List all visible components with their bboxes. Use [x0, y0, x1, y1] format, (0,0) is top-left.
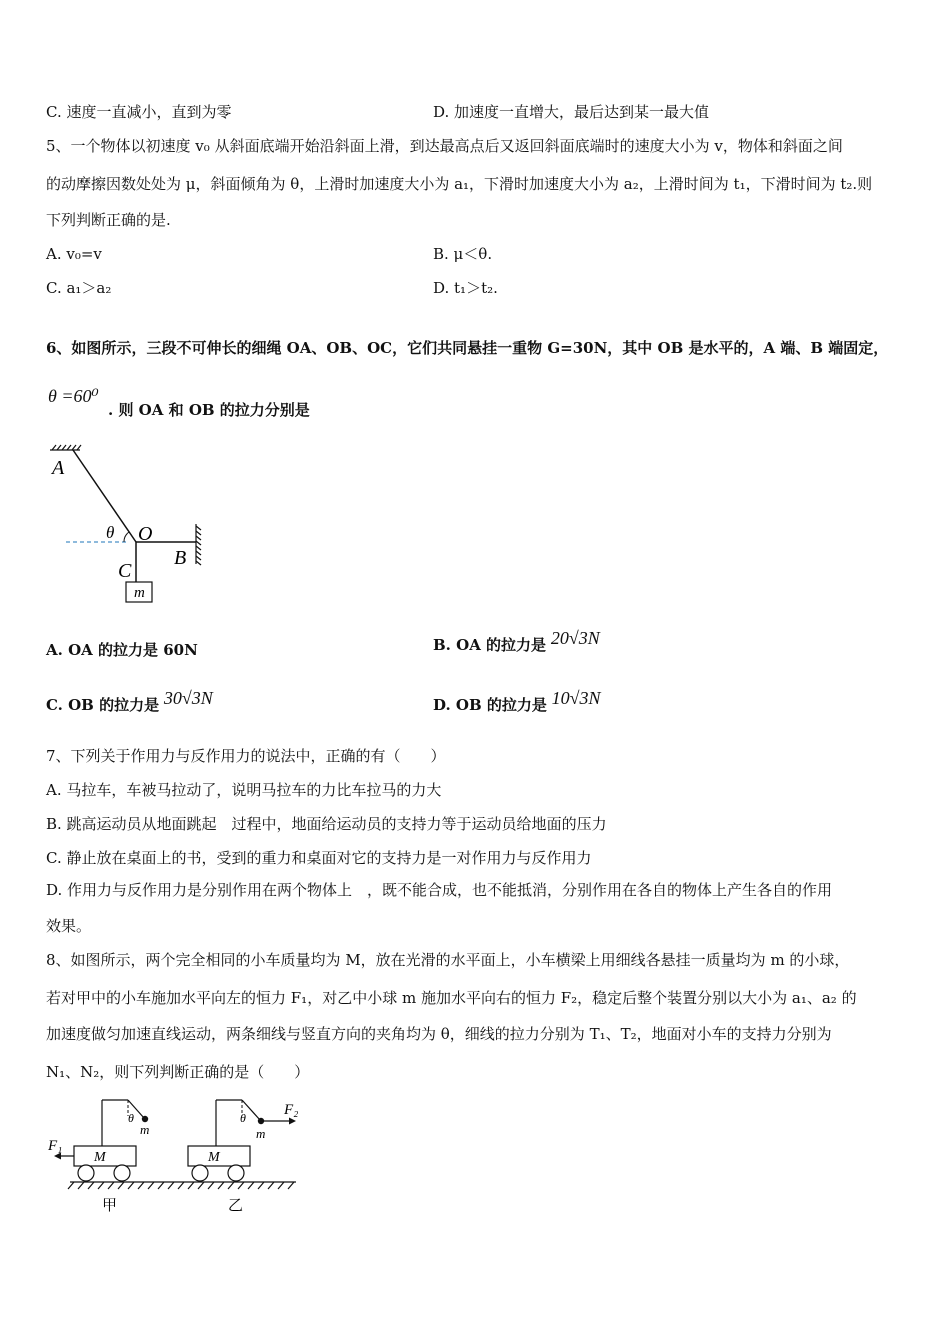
label-big-m-yi: M — [208, 1150, 220, 1165]
theta-arc — [124, 532, 129, 542]
q6-stem-line2: . 则 OA 和 OB 的拉力分别是 — [108, 401, 310, 419]
q6-rope-figure — [40, 442, 220, 610]
label-big-m-jia: M — [94, 1150, 106, 1165]
label-m-yi: m — [256, 1126, 266, 1141]
q5-stem-line2: 的动摩擦因数处处为 μ，斜面倾角为 θ，上滑时加速度大小为 a₁，下滑时加速度大小为 a₂，上滑时间为 t₁，下滑时间为 t₂.则 — [46, 175, 873, 193]
q8-stem-line3: 加速度做匀加速直线运动，两条细线与竖直方向的夹角均为 θ，细线的拉力分别为 T₁、T₂，地面对小车的支持力分别为 — [46, 1025, 832, 1043]
q5-stem-line3: 下列判断正确的是. — [46, 211, 171, 229]
q6-theta-expression: θ =60⁰ — [48, 386, 99, 406]
label-f2: F₂ — [284, 1102, 299, 1118]
q7-option-b: B. 跳高运动员从地面跳起 过程中，地面给运动员的支持力等于运动员给地面的压力 — [46, 815, 607, 833]
label-mass: m — [134, 585, 145, 601]
q5-option-b: B. μ＜θ. — [433, 245, 493, 263]
q8-stem-line1: 8、如图所示，两个完全相同的小车质量均为 M，放在光滑的水平面上，小车横梁上用细线各悬挂一质量均为 m 的小球， — [46, 951, 850, 969]
q6-option-d: D. OB 的拉力是 10√3N — [433, 688, 601, 714]
label-m-jia: m — [140, 1122, 150, 1137]
q7-stem: 7、下列关于作用力与反作用力的说法中，正确的有（ ） — [46, 747, 446, 765]
q6-option-a: A. OA 的拉力是 60N — [46, 641, 198, 659]
label-theta-jia: θ — [128, 1111, 134, 1125]
q7-option-d-line1: D. 作用力与反作用力是分别作用在两个物体上 ，既不能合成，也不能抵消，分别作用在各自的物体上产生各自的作用 — [46, 881, 833, 899]
label-jia: 甲 — [102, 1198, 118, 1214]
label-f1: F₁ — [48, 1138, 63, 1154]
label-b: B — [174, 547, 187, 569]
q8-stem-line4: N₁、N₂，则下列判断正确的是（ ） — [46, 1063, 310, 1081]
q5-stem-line1: 5、一个物体以初速度 v₀ 从斜面底端开始沿斜面上滑，到达最高点后又返回斜面底端时的速度大小为 v，物体和斜面之间 — [46, 137, 843, 155]
label-o: O — [138, 523, 153, 545]
q8-cart-figure — [46, 1094, 306, 1220]
q5-option-d: D. t₁＞t₂. — [433, 279, 498, 297]
q5-option-c: C. a₁＞a₂ — [46, 279, 112, 297]
label-c: C — [118, 560, 132, 582]
q6-option-b: B. OA 的拉力是 20√3N — [433, 628, 600, 654]
q6-option-c: C. OB 的拉力是 30√3N — [46, 688, 213, 714]
q6-stem-line1: 6、如图所示，三段不可伸长的细绳 OA、OB、OC，它们共同悬挂一重物 G=30N，其中 OB 是水平的，A 端、B 端固定， — [46, 339, 889, 357]
q7-option-c: C. 静止放在桌面上的书，受到的重力和桌面对它的支持力是一对作用力与反作用力 — [46, 849, 592, 867]
label-a: A — [52, 457, 65, 479]
q4-option-c: C. 速度一直减小，直到为零 — [46, 103, 232, 121]
cart-jia — [54, 1100, 148, 1181]
ceiling-support — [50, 445, 81, 450]
label-theta-yi: θ — [240, 1111, 246, 1125]
wall-support — [196, 524, 201, 565]
ground — [68, 1182, 296, 1189]
q5-option-a: A. v₀=v — [46, 245, 102, 263]
rope-oa — [73, 450, 136, 542]
q7-option-a: A. 马拉车，车被马拉动了，说明马拉车的力比车拉马的力大 — [46, 781, 442, 799]
label-theta: θ — [106, 523, 115, 542]
label-yi: 乙 — [228, 1198, 244, 1214]
q7-option-d-line2: 效果。 — [46, 917, 92, 935]
q4-option-d: D. 加速度一直增大，最后达到某一最大值 — [433, 103, 710, 121]
q8-stem-line2: 若对甲中的小车施加水平向左的恒力 F₁，对乙中小球 m 施加水平向右的恒力 F₂，稳定后整个装置分别以大小为 a₁、a₂ 的 — [46, 989, 857, 1007]
